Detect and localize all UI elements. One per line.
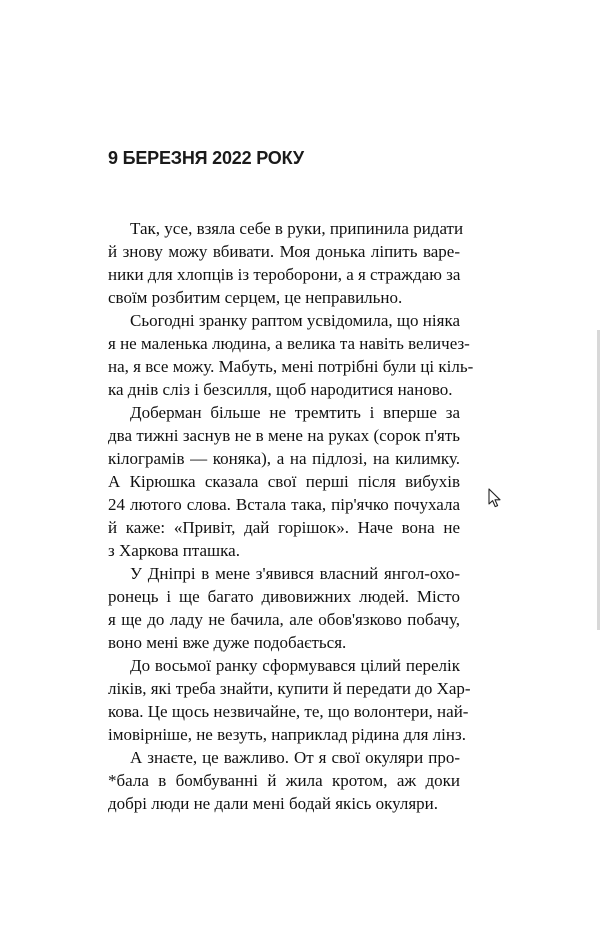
text-line: Доберман більше не тремтить і вперше за — [130, 403, 460, 422]
text-line: й знову можу вбивати. Моя донька ліпить варе- — [108, 242, 460, 261]
text-line: два тижні заснув не в мене на руках (сорок п'ять — [108, 426, 460, 445]
text-line: А Кірюшка сказала свої перші після вибухів — [108, 472, 460, 491]
paragraph-3 — [108, 401, 460, 562]
text-line: До восьмої ранку сформувався цілий перелік — [130, 656, 460, 675]
text-line: й каже: «Привіт, дай горішок». Наче вона не — [108, 518, 460, 537]
text-line: 24 лютого слова. Встала така, пір'ячко почухала — [108, 495, 460, 514]
body-text — [108, 217, 474, 815]
paragraph-2 — [108, 309, 474, 401]
text-line: кілограмів — коняка), а на підлозі, на килимку. — [108, 449, 460, 468]
text-line: Так, усе, взяла себе в руки, припинила ридати — [130, 219, 464, 238]
text-line: У Дніпрі в мене з'явився власний янгол-охо- — [130, 564, 460, 583]
text-line: *бала в бомбуванні й жила кротом, аж доки — [108, 771, 460, 790]
text-line: А знаєте, це важливо. От я свої окуляри про- — [130, 748, 460, 767]
text-line: добрі люди не дали мені бодай якісь окуляри. — [108, 794, 439, 813]
text-line: імовірніше, не везуть, наприклад рідина для лінз. — [108, 725, 466, 744]
text-line: на, я все можу. Мабуть, мені потрібні були ці кіль- — [108, 357, 474, 376]
text-line: я ще до ладу не бачила, але обов'язково побачу, — [108, 610, 460, 629]
paragraph-5 — [108, 654, 471, 746]
paragraph-1 — [108, 217, 464, 309]
text-line: своїм розбитим серцем, це неправильно. — [108, 288, 403, 307]
text-line: Сьогодні зранку раптом усвідомила, що ніяка — [130, 311, 460, 330]
text-line: кова. Це щось незвичайне, те, що волонтери, най- — [108, 702, 469, 721]
text-line: я не маленька людина, а велика та навіть величез- — [108, 334, 470, 353]
text-line: воно мені вже дуже подобається. — [108, 633, 347, 652]
chapter-title: 9 БЕРЕЗНЯ 2022 РОКУ — [108, 148, 304, 168]
text-line: з Харкова пташка. — [108, 541, 240, 560]
text-line: ка днів сліз і безсилля, щоб народитися наново. — [108, 380, 453, 399]
text-line: ронець і ще багато дивовижних людей. Місто — [108, 587, 460, 606]
text-line: ліків, які треба знайти, купити й передати до Хар- — [108, 679, 471, 698]
mouse-pointer-icon — [488, 488, 502, 508]
paragraph-4 — [108, 562, 460, 654]
paragraph-6 — [108, 746, 460, 815]
text-line: ники для хлопців із тероборони, а я страждаю за — [108, 265, 461, 284]
